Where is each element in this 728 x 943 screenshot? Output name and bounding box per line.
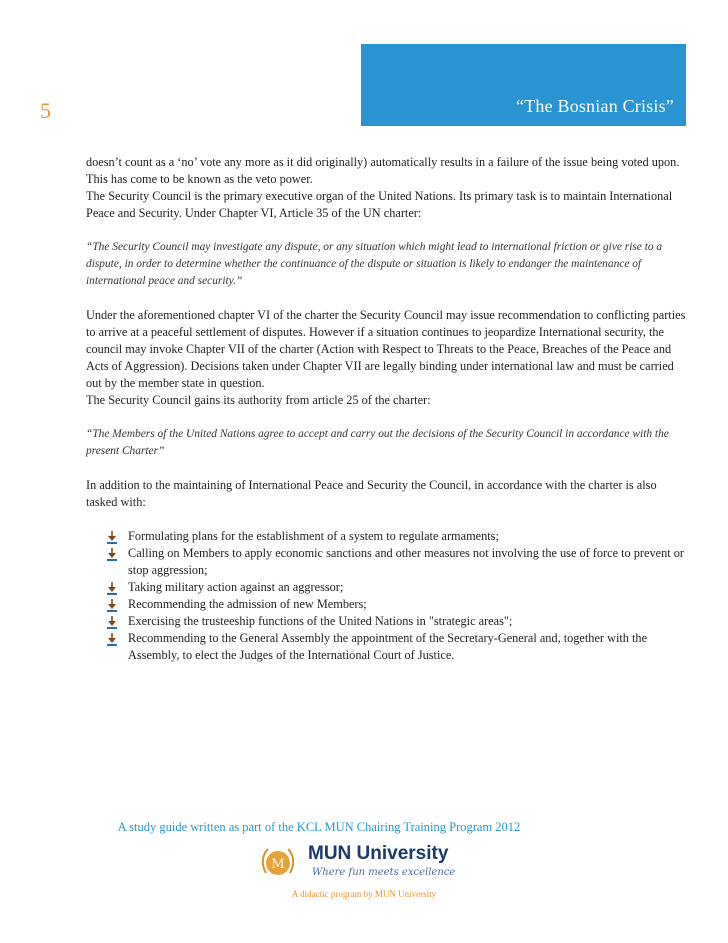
arrow-bullet-icon xyxy=(105,530,119,544)
list-item-text: Calling on Members to apply economic sanctions and other measures not involving the use of force to prevent or stop aggression; xyxy=(128,546,684,577)
list-item xyxy=(101,545,686,579)
quote-article-35: “The Security Council may investigate any dispute, or any situation which might lead to international friction or give rise to a dispute, in order to determine whether the continuance of the dispute or situation is likely to endanger the maintenance of international peace and security.” xyxy=(86,241,663,287)
footer-study-guide: A study guide written as part of the KCL MUN Chairing Training Program 2012 xyxy=(117,820,521,834)
footer-subtitle: A didactic program by MUN University xyxy=(291,889,437,899)
paragraph-article-25: The Security Council gains its authority from article 25 of the charter: xyxy=(86,393,431,407)
logo-name: MUN University xyxy=(308,843,449,864)
logo-letter: M xyxy=(271,857,285,872)
list-item xyxy=(101,613,686,630)
list-item xyxy=(101,630,686,664)
list-item-text: Exercising the trusteeship functions of the United Nations in "strategic areas"; xyxy=(128,614,513,628)
arrow-bullet-icon xyxy=(105,581,119,595)
arrow-bullet-icon xyxy=(105,547,119,561)
paragraph-chapter-vi: Under the aforementioned chapter VI of the charter the Security Council may issue recommendation to conflicting parties to arrive at a peaceful settlement of disputes. However if a situation continues to jeopardize International security, the council may invoke Chapter VII of the charter (Action with Respect to Threats to the Peace, Breaches of the Peace and Acts of Aggression). Decisions taken under Chapter VII are legally binding under international law and must be carried out by the member state in question. xyxy=(86,308,686,390)
header-bar xyxy=(361,44,686,126)
list-item-text: Recommending to the General Assembly the appointment of the Secretary-General and, together with the Assembly, to elect the Judges of the International Court of Justice. xyxy=(128,631,648,662)
arrow-bullet-icon xyxy=(105,632,119,646)
paragraph-tasks: In addition to the maintaining of International Peace and Security the Council, in accordance with the charter is also tasked with: xyxy=(86,478,657,509)
page-content xyxy=(86,154,686,664)
arrow-bullet-icon xyxy=(105,598,119,612)
task-list xyxy=(101,528,686,664)
laurel-badge-icon xyxy=(258,843,298,883)
paragraph-veto: doesn’t count as a ‘no’ vote any more as it did originally) automatically results in a failure of the issue being voted upon. This has come to be known as the veto power. xyxy=(86,155,680,186)
arrow-bullet-icon xyxy=(105,615,119,629)
list-item-text: Taking military action against an aggressor; xyxy=(128,580,344,594)
quote-article-25: “The Members of the United Nations agree to accept and carry out the decisions of the Security Council in accordance with the present Charter” xyxy=(86,428,669,457)
page-number: 5 xyxy=(40,98,51,123)
list-item xyxy=(101,528,686,545)
list-item xyxy=(101,579,686,596)
list-item-text: Formulating plans for the establishment of a system to regulate armaments; xyxy=(128,529,499,543)
logo-tagline: Where fun meets excellence xyxy=(312,867,456,878)
document-title: “The Bosnian Crisis” xyxy=(516,96,674,116)
list-item-text: Recommending the admission of new Members; xyxy=(128,597,367,611)
list-item xyxy=(101,596,686,613)
mun-university-logo xyxy=(258,843,458,885)
paragraph-security-council: The Security Council is the primary executive organ of the United Nations. Its primary task is to maintain International Peace and Security. Under Chapter VI, Article 35 of the UN charter: xyxy=(86,189,673,220)
